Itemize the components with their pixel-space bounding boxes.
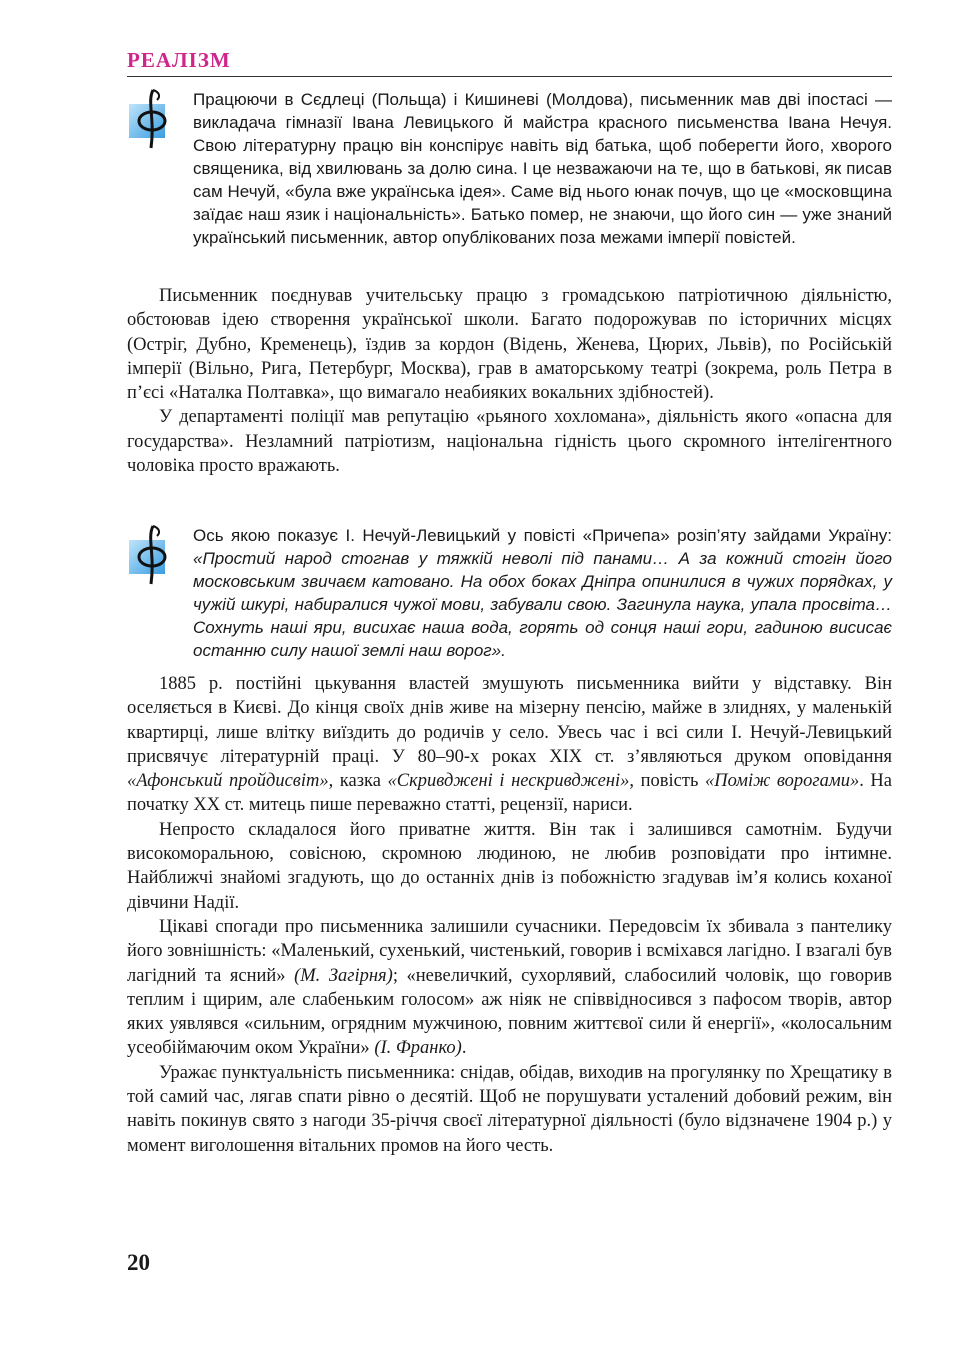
info-box-2 — [127, 524, 892, 664]
paragraph-1: Письменник поєднував учительську працю з громадською патріотичною діяльністю, обстоював ідею створення української школи. Багато подорожував по історичних місцях (Остріг, Дубно, Кременець), їздив за кордон (Відень, Женева, Цюрих, Львів), по Російській імперії (Вільно, Рига, Петербург, Москва), грав в аматорському театрі (зокрема, роль Петра в п’єсі «Наталка Полтавка», що вимагало неабияких вокальних здібностей). — [127, 286, 892, 404]
paragraph-6: Уражає пунктуальність письменника: снідав, обідав, виходив на прогулянку по Хрещатику в той самий час, лягав спати рівно о десятій. Щоб не порушувати усталений добовий режим, він навіть покинув свято з нагоди 35-річчя своєї літературної діяльності (було відзначене 1904 р.) у момент виголошення вітальних промов на його честь. — [127, 1062, 892, 1156]
info-box-2-intro: Ось якою показує І. Нечуй-Левицький у повісті «Причепа» розіп’яту зайдами Україну: — [193, 526, 892, 545]
paragraph-5-part-3: . — [461, 1038, 467, 1059]
info-box-2-text — [193, 524, 892, 662]
info-box-1 — [127, 88, 892, 273]
paragraph-2: У департаменті поліції мав репутацію «рьяного хохломана», діяльність якого «опасна для государства». Незламний патріотизм, національна гідність цього скромного інтелігентного чоловіка просто вражають. — [127, 407, 892, 477]
citation-zahirnia: (М. Загірня) — [294, 965, 393, 986]
body-section-1 — [127, 284, 892, 478]
paragraph-3 — [127, 672, 892, 818]
paragraph-5-part-1: Цікаві спогади про письменника залишили сучасники. Передовсім їх збивала з пантелику його зовнішність: «Маленький, сухенький, чистенький, говорив і всміхався лагідно. І взагалі був лагідний та ясний» — [127, 916, 892, 986]
info-box-2-quote: «Простий народ стогнав у тяжкій неволі під панами… А за кожний стогін його московським звичаєм катовано. На обох боках Дніпра опинилися в чужих порядках, у чужій шкурі, набиралися чужої мови, забували свою. Загинула наука, упала просвіта… Сохнуть наші яри, висихає наша вода, горять од сонця наші гори, гадиною висисає останню силу нашої землі наш ворог». — [193, 549, 892, 660]
info-box-1-text: Працюючи в Сєдлеці (Польща) і Кишиневі (Молдова), письменник мав дві іпостасі — викладача гімназії Івана Левицького й майстра красного письменства Івана Нечуя. Свою літературну працю він конспірує навіть від батька, щоб поберегти його, хворого священика, від хвилювань за долю сина. І це незважаючи на те, що в батькові, як писав сам Нечуй, «була вже українська ідея». Саме від нього юнак почув, що це «московщина заїдає наш язик і національність». Батько помер, не знаючи, що його син — уже знаний український письменник, автор опублікованих поза межами імперії повістей. — [193, 90, 892, 247]
paragraph-3-part-1: 1885 р. постійні цькування властей змушують письменника вийти у відставку. Він оселяється в Києві. До кінця своїх днів живе на мізерну пенсію, майже в злиднях, у маленькій квартирці, лише влітку виїздить до родичів у село. Увесь час і всі сили І. Нечуй-Левицький присвячує літературній праці. У 80–90-х роках XIX ст. з’являються друком оповідання — [127, 674, 892, 767]
paragraph-4: Непросто складалося його приватне життя. Він так і залишився самотнім. Будучи високоморальною, совісною, скромною людиною, не любив розповідати про інтимне. Найближчі знайомі згадують, що до останніх днів із побожністю згадував ім’я колись коханої дівчини Надії. — [127, 819, 892, 913]
body-section-2 — [127, 672, 892, 1158]
work-title-pomizh-vorohamy: «Поміж ворогами» — [705, 771, 860, 792]
page-number: 20 — [127, 1250, 150, 1275]
paragraph-3-part-4: . На початку XX ст. митець пише переважно статті, рецензії, нариси. — [127, 771, 893, 816]
paragraph-3-part-2: , казка — [328, 771, 388, 792]
running-head: РЕАЛІЗМ — [127, 48, 231, 72]
work-title-skryvdzheni: «Скривджені і нескривджені» — [387, 771, 630, 792]
paragraph-3-part-3: , повість — [629, 771, 705, 792]
paragraph-5-part-2: ; «невеличкий, сухорлявий, слабосилий чоловік, що говорив теплим і щирим, але слабеньким голосом» аж ніяк не співвідносився з пафосом творів, автор яких уявлявся «сильним, огрядним мужчиною, повним життєвої сили й енергії», «колосальним усеобіймаючим оком України» — [127, 965, 892, 1059]
stylized-f-quill-icon — [127, 524, 181, 586]
header-rule — [127, 76, 892, 77]
citation-franko: (І. Франко) — [374, 1038, 462, 1059]
paragraph-5 — [127, 915, 892, 1061]
work-title-afonsky: «Афонський пройдисвіт» — [127, 771, 329, 792]
stylized-f-quill-icon — [127, 88, 181, 150]
